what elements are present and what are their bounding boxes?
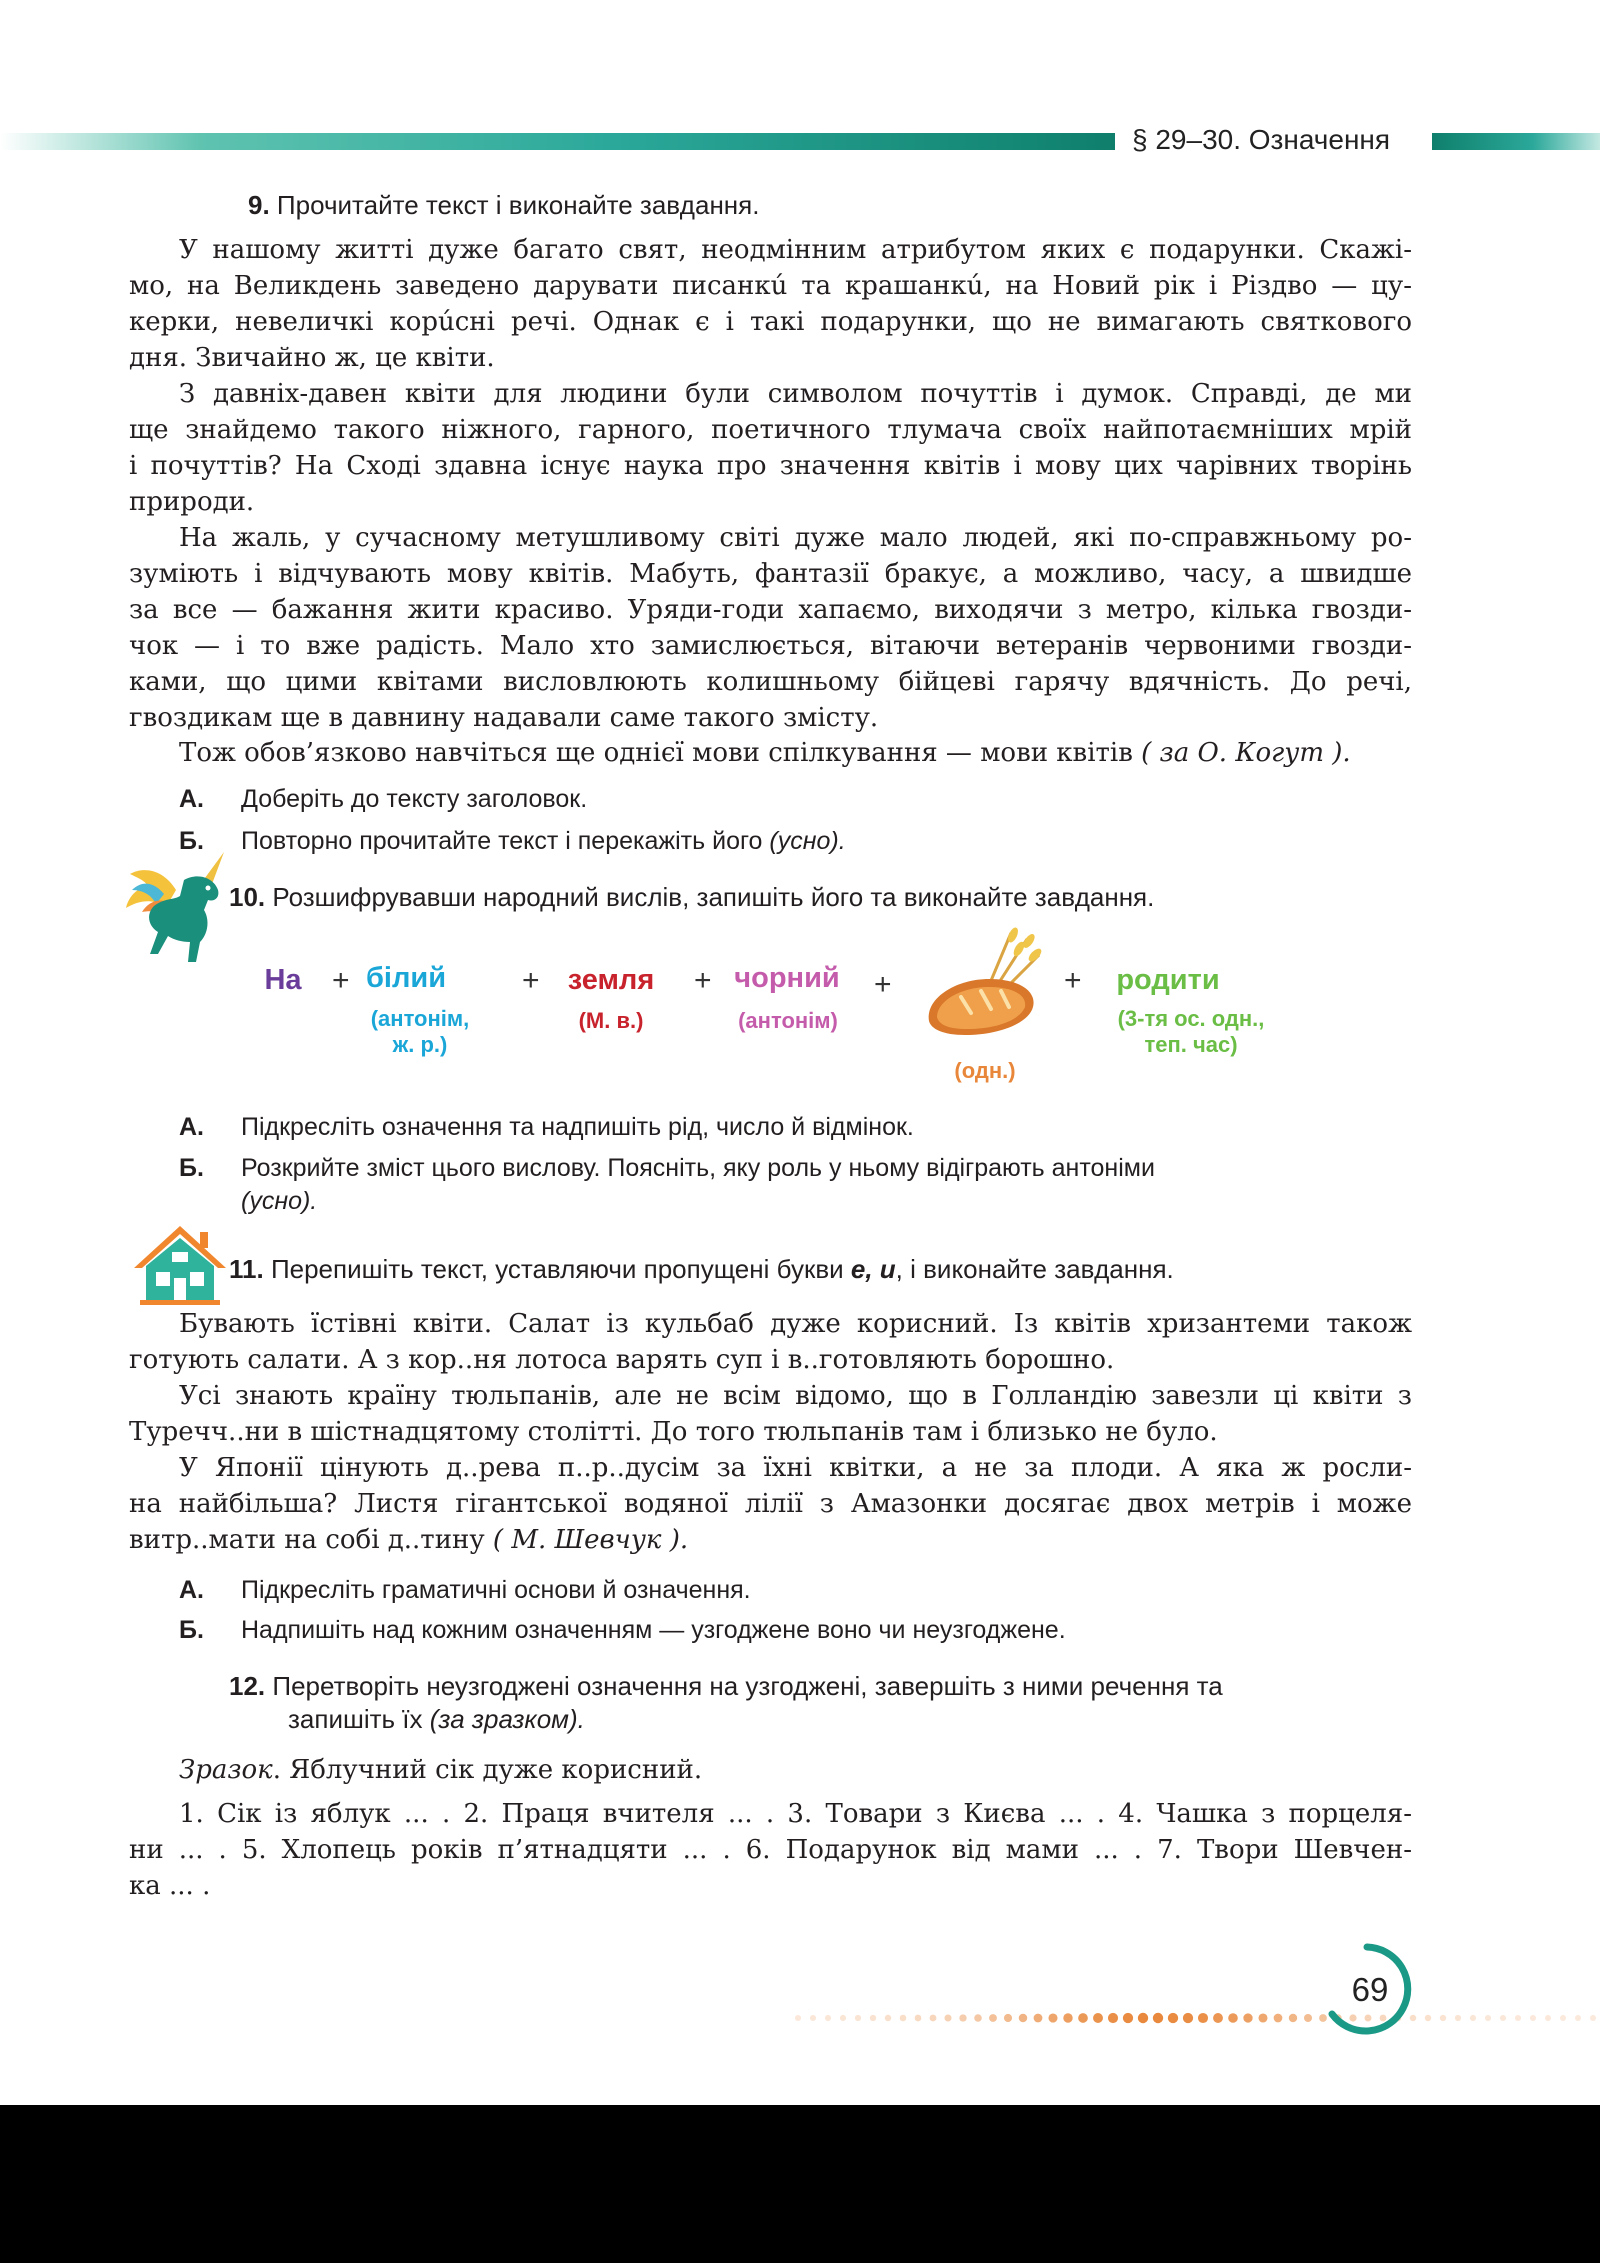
text-line: У нашому житті дуже багато свят, неодмінним атрибутом яких є подарунки. Скажі- [179, 235, 1412, 265]
text-line: Туречч..ни в шістнадцятому столітті. До того тюльпанів там і близько не було. [129, 1417, 1218, 1447]
sub-text: Надпишіть над кожним означенням — узгоджене воно чи неузгоджене. [241, 1616, 1066, 1644]
equation-word-na: На [264, 964, 302, 996]
house-icon [132, 1224, 228, 1306]
task-12-heading [229, 1671, 1223, 1702]
text-line: дня. Звичайно ж, це квіти. [129, 343, 495, 373]
footer-dot [1063, 2013, 1072, 2022]
text-line: готують салати. А з кор..ня лотоса варять суп і в..готовляють борошно. [129, 1345, 1115, 1375]
footer-dot [1515, 2015, 1521, 2021]
sub-letter: А. [179, 785, 204, 813]
sample-label: Зразок [179, 1755, 273, 1785]
task-9-paragraph-2 [129, 376, 1412, 520]
header-band-right [1432, 133, 1600, 150]
text-line: і почуттів? На Сході здавна існує наука про значення квітів і мову цих чарівних творінь [129, 451, 1412, 481]
hint-line: (3-тя ос. одн., [1117, 1006, 1265, 1031]
task-9-heading [248, 190, 759, 221]
footer-dot [900, 2015, 907, 2022]
text-line: витр..мати на собі д..тину [129, 1525, 485, 1555]
equation-word-rodyty: родити [1116, 964, 1220, 996]
sub-letter: А. [179, 1576, 204, 1604]
text-line: за все — бажання жити красиво. Уряди-годи хапаємо, виходячи з метро, кілька гвозди- [129, 595, 1412, 625]
footer-dot [1560, 2015, 1566, 2021]
footer-dot [1183, 2013, 1193, 2023]
hint-line: (антонім, [370, 1006, 470, 1031]
equation-word-bilyi: білий [365, 962, 447, 994]
footer-dot [1168, 2013, 1178, 2023]
task-text: Прочитайте текст і виконайте завдання. [276, 190, 760, 220]
footer-dot [1004, 2014, 1012, 2022]
text-line: зуміють і відчувають мову квітів. Мабуть, фантазії бракує, а можливо, часу, а швидше [129, 559, 1412, 589]
bread-icon [915, 925, 1055, 1050]
text-line: ка ... . [129, 1871, 211, 1901]
footer-dot [1455, 2015, 1461, 2021]
footer-dot [1108, 2013, 1118, 2023]
task-9-sub-b [179, 827, 846, 856]
text-line: ни ... . 5. Хлопець років п’ятнадцяти ... . 6. Подарунок від мами ... . 7. Твори Шевчен- [129, 1835, 1412, 1865]
equation-hint: (одн.) [954, 1058, 1016, 1083]
footer-dot [795, 2015, 801, 2021]
footer-dot [1470, 2015, 1476, 2021]
task-9-paragraph-3 [129, 520, 1412, 736]
section-title: § 29–30. Означення [1132, 124, 1391, 155]
text-line: Бувають їстівні квіти. Салат із кульбаб дуже корисний. Із квітів хризантеми також [179, 1309, 1412, 1339]
text-line: З давніх-давен квіти для людини були символом почуттів і думок. Справді, де ми [179, 379, 1412, 409]
footer-dot [1500, 2015, 1506, 2021]
task-11-paragraph-3 [129, 1450, 1412, 1558]
task-text: Розшифрувавши народний вислів, запишіть його та виконайте завдання. [272, 882, 1155, 912]
footer-dot [810, 2015, 816, 2021]
unicorn-icon [124, 850, 230, 970]
footer-dot [1198, 2013, 1208, 2023]
text-line: мо, на Великдень заведено дарувати писанкú та крашанкú, на Новий рік і Різдво — цу- [129, 271, 1412, 301]
task-9-paragraph-4 [179, 735, 1351, 771]
task-12-heading-line2 [288, 1704, 585, 1735]
text-line: Усі знають країну тюльпанів, але не всім відомо, що в Голландію завезли ці квіти з [179, 1381, 1412, 1411]
footer-dot [1440, 2015, 1446, 2021]
task-text: Перетворіть неузгоджені означення на узгоджені, завершіть з ними речення та [272, 1671, 1223, 1701]
source-author: ( за О. Когут ). [1141, 738, 1351, 768]
footer-dot [1123, 2013, 1133, 2023]
text-line: Тож обов’язково навчіться ще однієї мови спілкування — мови квітів [179, 738, 1133, 768]
footer-dot [1019, 2014, 1027, 2022]
footer-dot [930, 2015, 937, 2022]
sub-letter: Б. [179, 1154, 204, 1182]
footer-dot [959, 2014, 966, 2021]
text-line: На жаль, у сучасному метушливому світі дуже мало людей, які по-справжньому ро- [179, 523, 1412, 553]
footer-dot [1530, 2015, 1536, 2021]
sub-letter: Б. [179, 1616, 204, 1644]
task-number: 10. [229, 882, 266, 912]
footer-dot [1485, 2015, 1491, 2021]
task-10-sub-b [179, 1154, 1155, 1183]
sub-note: (усно). [769, 827, 846, 855]
task-number: 9. [248, 190, 270, 220]
footer-dot [1228, 2013, 1238, 2023]
footer-dot [1425, 2015, 1431, 2021]
footer-dot [855, 2015, 861, 2021]
plus-sign: + [874, 968, 892, 1001]
sub-text: Доберіть до тексту заголовок. [241, 785, 588, 813]
task-11-sub-a [179, 1576, 751, 1605]
task-11-sub-b [179, 1616, 1066, 1645]
plus-sign: + [522, 964, 540, 997]
task-12-items [129, 1796, 1412, 1904]
text-line: ще знайдемо такого ніжного, гарного, поетичного тлумача своїх найпотаємніших мрій [129, 415, 1412, 445]
footer-dot [885, 2015, 891, 2021]
source-author: ( М. Шевчук ). [492, 1525, 689, 1555]
equation-hint [1091, 1006, 1291, 1058]
sub-text: Повторно прочитайте текст і перекажіть його [241, 827, 763, 855]
page-number: 69 [1351, 1971, 1389, 2008]
footer-dot [1575, 2015, 1581, 2021]
task-9-paragraph-1 [129, 232, 1412, 376]
footer-dot [1258, 2013, 1267, 2022]
plus-sign: + [694, 964, 712, 997]
task-text: запишіть їх [288, 1704, 423, 1734]
task-10-sub-a [179, 1113, 914, 1142]
footer-dot [1078, 2013, 1088, 2023]
task-note: (за зразком). [429, 1704, 585, 1734]
task-11-heading [229, 1254, 1174, 1285]
task-number: 11. [229, 1254, 264, 1284]
sub-text: Розкрийте зміст цього вислову. Поясніть, яку роль у ньому відіграють антоніми [241, 1154, 1155, 1182]
sub-text: Підкресліть означення та надпишіть рід, число й відмінок. [241, 1113, 914, 1141]
text-line: керки, невеличкі корúсні речі. Однак є і такі подарунки, що не вимагають святкового [129, 307, 1412, 337]
plus-sign: + [1064, 964, 1082, 997]
footer-dot [870, 2015, 876, 2021]
footer-dot [1274, 2014, 1283, 2023]
footer-dot [944, 2014, 951, 2021]
text-line: 1. Сік із яблук ... . 2. Праця вчителя ... . 3. Товари з Києва ... . 4. Чашка з порцеля- [179, 1799, 1412, 1829]
footer-dot [840, 2015, 846, 2021]
sub-letter: Б. [179, 827, 204, 855]
footer-dot [1213, 2013, 1223, 2023]
footer-dot [974, 2014, 982, 2022]
sub-letter: А. [179, 1113, 204, 1141]
equation-word-zemlia: земля [567, 964, 655, 996]
plus-sign: + [332, 964, 350, 997]
missing-letters: е, и [850, 1254, 896, 1284]
task-11-paragraph-1 [129, 1306, 1412, 1378]
footer-dot [1153, 2013, 1163, 2023]
footer-dot [1034, 2014, 1043, 2023]
task-text: , і виконайте завдання. [895, 1254, 1174, 1284]
footer-dot [1093, 2013, 1103, 2023]
text-line: У Японії цінують д..рева п..р..дусім за їхні квітки, а не за плоди. А яка ж росли- [179, 1453, 1412, 1483]
text-line: на найбільша? Листя гігантської водяної лілії з Амазонки досягає двох метрів і може [129, 1489, 1412, 1519]
equation-hint [355, 1006, 485, 1058]
equation-word-chornyi: чорний [734, 962, 840, 994]
text-line: гвоздикам ще в давнину надавали саме такого змісту. [129, 703, 879, 733]
task-10-heading [229, 882, 1154, 913]
hint-line: ж. р.) [392, 1032, 448, 1057]
footer-dot [1243, 2013, 1252, 2022]
sample-line [179, 1752, 702, 1788]
footer-dot [825, 2015, 831, 2021]
footer-dot [1048, 2013, 1057, 2022]
footer-dot [989, 2014, 997, 2022]
footer-dot [915, 2015, 922, 2022]
task-text: Перепишіть текст, уставляючи пропущені букви [270, 1254, 851, 1284]
task-9-sub-a [179, 785, 587, 814]
text-line: ками, що цими квітами висловлюють колишньому бійцеві гарячу вдячність. До речі, [129, 667, 1412, 697]
footer-dot [1289, 2014, 1297, 2022]
sample-text: . Яблучний сік дуже корисний. [272, 1755, 703, 1785]
equation-hint: (М. в.) [578, 1008, 644, 1033]
footer-dot [1138, 2013, 1148, 2023]
header-band [0, 133, 1115, 150]
footer-dot [1545, 2015, 1551, 2021]
equation-hint: (антонім) [738, 1008, 838, 1033]
sub-text: Підкресліть граматичні основи й означення. [241, 1576, 751, 1604]
bottom-black-band [0, 2105, 1600, 2263]
text-line: природи. [129, 487, 255, 517]
hint-line: теп. час) [1144, 1032, 1238, 1057]
footer-dots [790, 2011, 1600, 2025]
text-line: чок — і то вже радість. Мало хто замислюється, вітаючи ветеранів червоними гвозди- [129, 631, 1412, 661]
task-number: 12. [229, 1671, 266, 1701]
footer-dot [1304, 2014, 1312, 2022]
task-11-paragraph-2 [129, 1378, 1412, 1450]
task-10-sub-b-note: (усно). [241, 1187, 318, 1215]
footer-dot [1590, 2015, 1596, 2021]
